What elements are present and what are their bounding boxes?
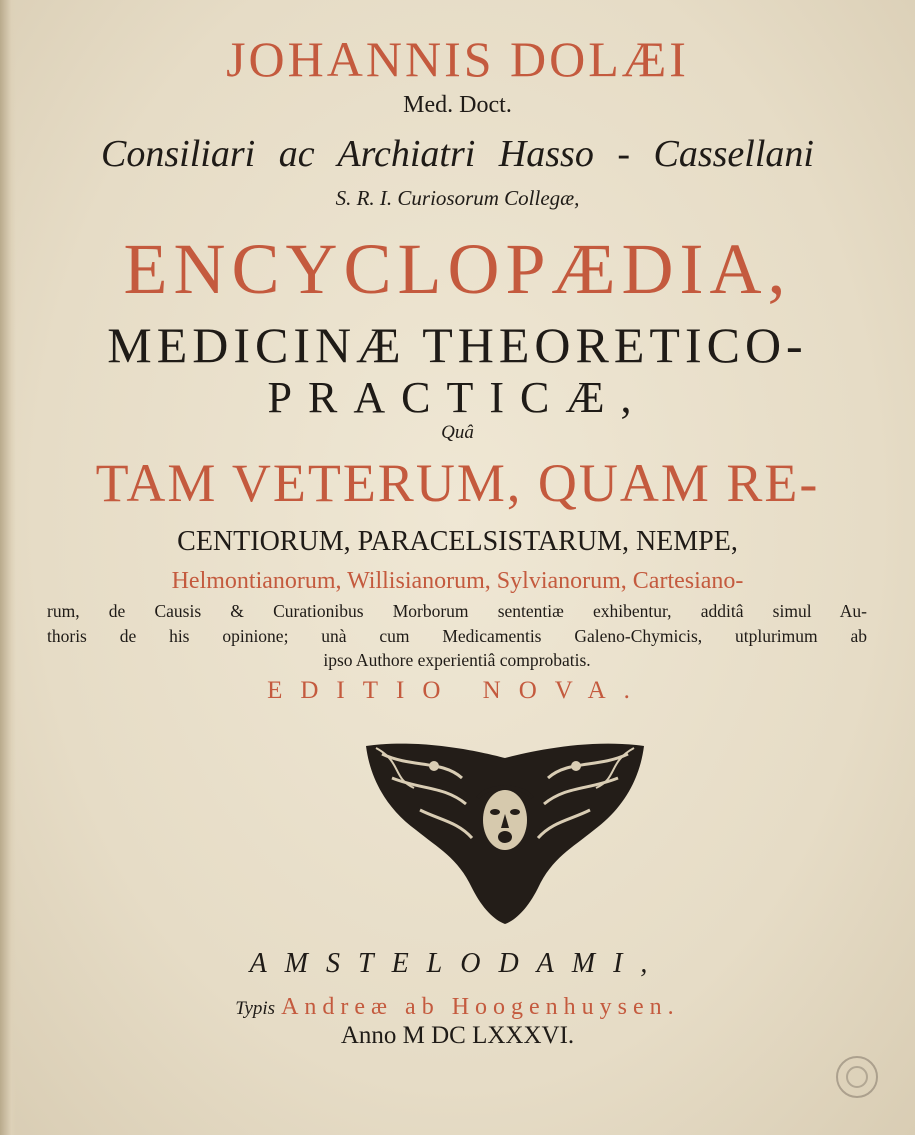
library-stamp-icon — [836, 1056, 878, 1098]
subtitle-line-2: PRACTICÆ, — [267, 373, 648, 422]
author-society: S. R. I. Curiosorum Collegæ, — [335, 186, 580, 210]
qua-word: Quâ — [441, 422, 474, 443]
printers-ornament-mask-icon — [362, 738, 648, 926]
imprint-printer-line — [0, 994, 915, 1021]
author-name: JOHANNIS DOLÆI — [226, 31, 689, 87]
imprint-place: AMSTELODAMI, — [249, 948, 666, 979]
main-title: ENCYCLOPÆDIA, — [123, 229, 792, 309]
edition-label: EDITIO NOVA. — [267, 677, 648, 704]
helmontianorum-line: Helmontianorum, Willisianorum, Sylvianorum, Cartesiano- — [171, 568, 744, 594]
imprint-date: Anno M DC LXXXVI. — [340, 1022, 575, 1049]
subtitle-line-1: MEDICINÆ THEORETICO- — [107, 317, 808, 373]
author-degree: Med. Doct. — [403, 92, 512, 118]
description-line-2: thoris de his opinione; unà cum Medicamentis Galeno-Chymicis, utplurimum ab — [47, 626, 867, 646]
tam-veterum-line: TAM VETERUM, QUAM RE- — [95, 453, 820, 513]
author-office: Consiliari ac Archiatri Hasso - Cassellani — [101, 133, 814, 175]
printer-name: Andreæ ab Hoogenhuysen. — [281, 994, 680, 1020]
centiorum-line: CENTIORUM, PARACELSISTARUM, NEMPE, — [177, 526, 738, 557]
description-line-3: ipso Authore experientiâ comprobatis. — [323, 650, 591, 670]
description-line-1: rum, de Causis & Curationibus Morborum sententiæ exhibentur, additâ simul Au- — [47, 601, 867, 621]
typis-word: Typis — [235, 998, 276, 1019]
